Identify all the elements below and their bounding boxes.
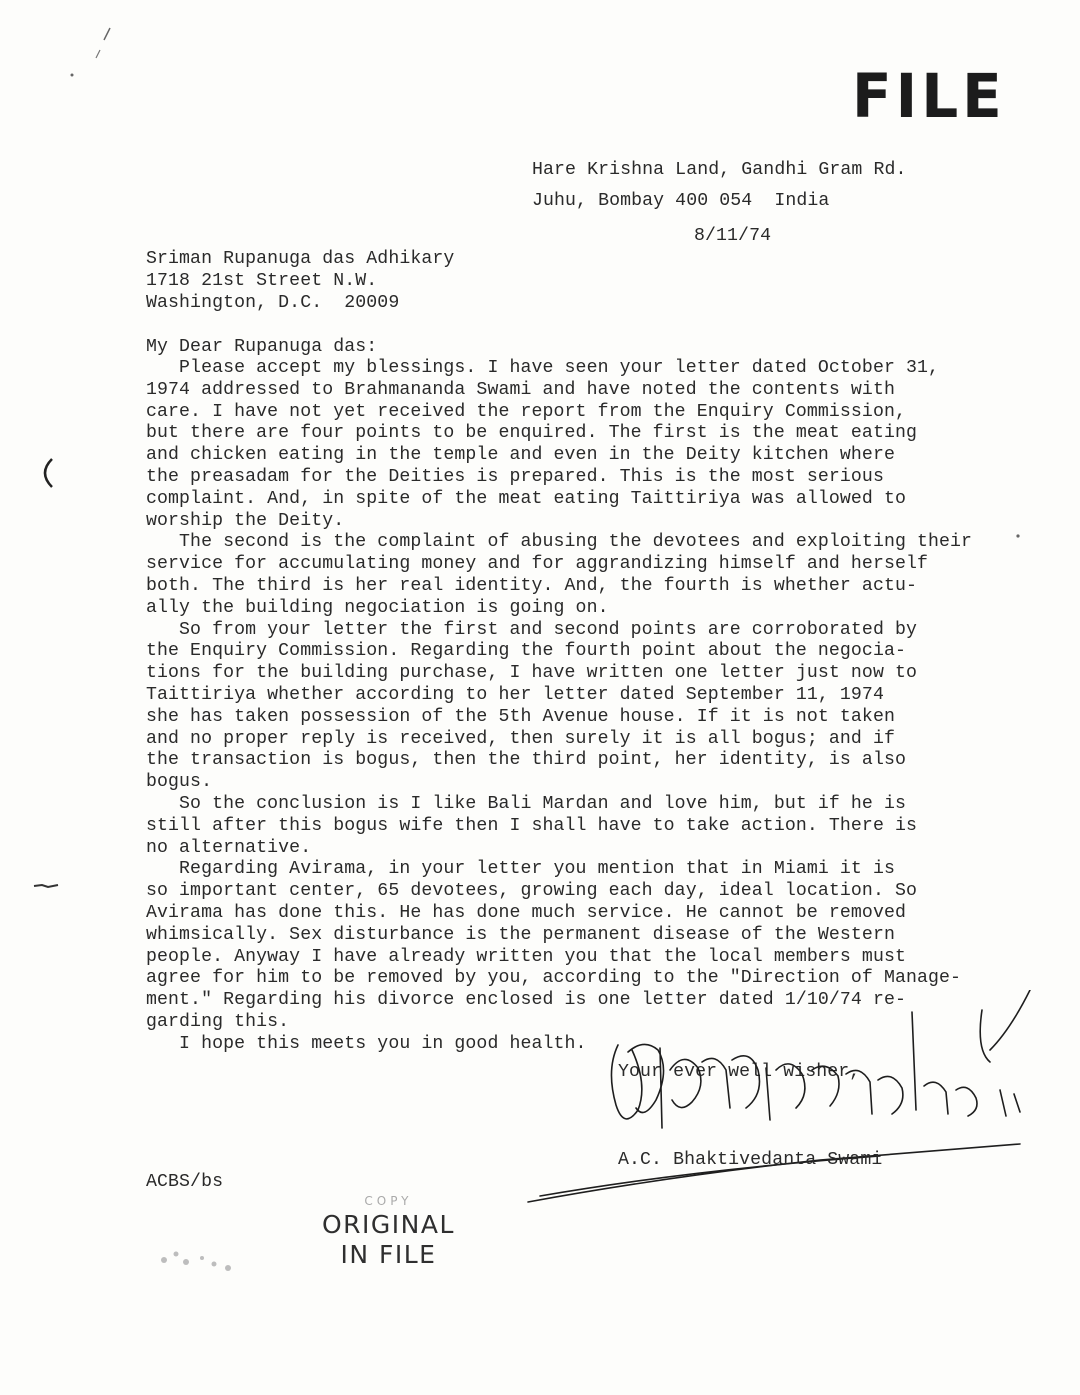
body-line: So from your letter the first and second points are corroborated by	[146, 619, 917, 640]
body-line: the transaction is bogus, then the third point, her identity, is also	[146, 750, 906, 771]
body-line: Taittiriya whether according to her letter dated September 11, 1974	[146, 684, 884, 705]
body-line: no alternative.	[146, 837, 312, 858]
body-line: The second is the complaint of abusing the devotees and exploiting their	[146, 532, 973, 553]
body-line: So the conclusion is I like Bali Mardan and love him, but if he is	[146, 793, 906, 814]
valediction: Your ever well wisher,	[618, 1062, 861, 1082]
body-line: worship the Deity.	[146, 510, 345, 531]
body-line: and no proper reply is received, then surely it is all bogus; and if	[146, 728, 895, 749]
body-line: tions for the building purchase, I have written one letter just now to	[146, 663, 917, 684]
margin-bracket-mark	[34, 455, 58, 491]
body-line: people. Anyway I have already written you that the local members must	[146, 946, 906, 967]
body-line: Avirama has done this. He has done much service. He cannot be removed	[146, 902, 906, 923]
body-line: so important center, 65 devotees, growing each day, ideal location. So	[146, 881, 917, 902]
signatory-name: A.C. Bhaktivedanta Swami	[618, 1150, 883, 1170]
body-line: she has taken possession of the 5th Avenue house. If it is not taken	[146, 706, 895, 727]
original-in-file-stamp	[322, 1194, 455, 1270]
body-line: both. The third is her real identity. And, the fourth is whether actu-	[146, 575, 917, 596]
body-line: complaint. And, in spite of the meat eating Taittiriya was allowed to	[146, 488, 906, 509]
body-line: 1974 addressed to Brahmananda Swami and have noted the contents with	[146, 379, 895, 400]
original-stamp-line2: IN FILE	[340, 1240, 437, 1269]
body-line: the preasadam for the Deities is prepared. This is the most serious	[146, 466, 884, 487]
faint-smudge-mark	[154, 1240, 244, 1280]
copy-stamp-text: COPY	[364, 1194, 413, 1208]
file-stamp-text: FILE	[852, 60, 1006, 132]
recipient-name: Sriman Rupanuga das Adhikary	[146, 249, 455, 269]
handwritten-signature	[520, 990, 1040, 1220]
body-line: the Enquiry Commission. Regarding the fourth point about the negocia-	[146, 641, 906, 662]
body-line: garding this.	[146, 1011, 290, 1032]
body-line: Please accept my blessings. I have seen your letter dated October 31,	[146, 358, 940, 378]
sender-address-line2: Juhu, Bombay 400 054 India	[532, 191, 830, 211]
body-line: service for accumulating money and for aggrandizing himself and herself	[146, 554, 929, 575]
body-line: and chicken eating in the temple and even in the Deity kitchen where	[146, 445, 895, 466]
original-stamp-line1: ORIGINAL	[322, 1210, 455, 1239]
body-line: agree for him to be removed by you, according to the "Direction of Manage-	[146, 968, 962, 989]
letter-date: 8/11/74	[694, 226, 772, 246]
body-line: bogus.	[146, 772, 213, 793]
sender-address-line1: Hare Krishna Land, Gandhi Gram Rd.	[532, 160, 907, 180]
recipient-city: Washington, D.C. 20009	[146, 293, 400, 313]
body-line: ally the building negociation is going on.	[146, 597, 609, 618]
body-line: still after this bogus wife then I shall have to take action. There is	[146, 815, 917, 836]
body-line: Regarding Avirama, in your letter you mention that in Miami it is	[146, 859, 895, 880]
body-line: but there are four points to be enquired. The first is the meat eating	[146, 423, 917, 444]
file-stamp	[852, 60, 1006, 131]
body-line: care. I have not yet received the report from the Enquiry Commission,	[146, 401, 906, 422]
margin-smudge-mark	[32, 880, 62, 892]
typist-initials: ACBS/bs	[146, 1172, 224, 1192]
stray-marks	[60, 20, 120, 90]
letter-body	[146, 358, 1006, 1056]
recipient-street: 1718 21st Street N.W.	[146, 271, 378, 291]
right-dot-mark	[1014, 532, 1022, 540]
salutation: My Dear Rupanuga das:	[146, 337, 378, 357]
body-line: whimsically. Sex disturbance is the permanent disease of the Western	[146, 924, 895, 945]
body-line: I hope this meets you in good health.	[146, 1033, 587, 1054]
body-line: ment." Regarding his divorce enclosed is one letter dated 1/10/74 re-	[146, 990, 906, 1011]
